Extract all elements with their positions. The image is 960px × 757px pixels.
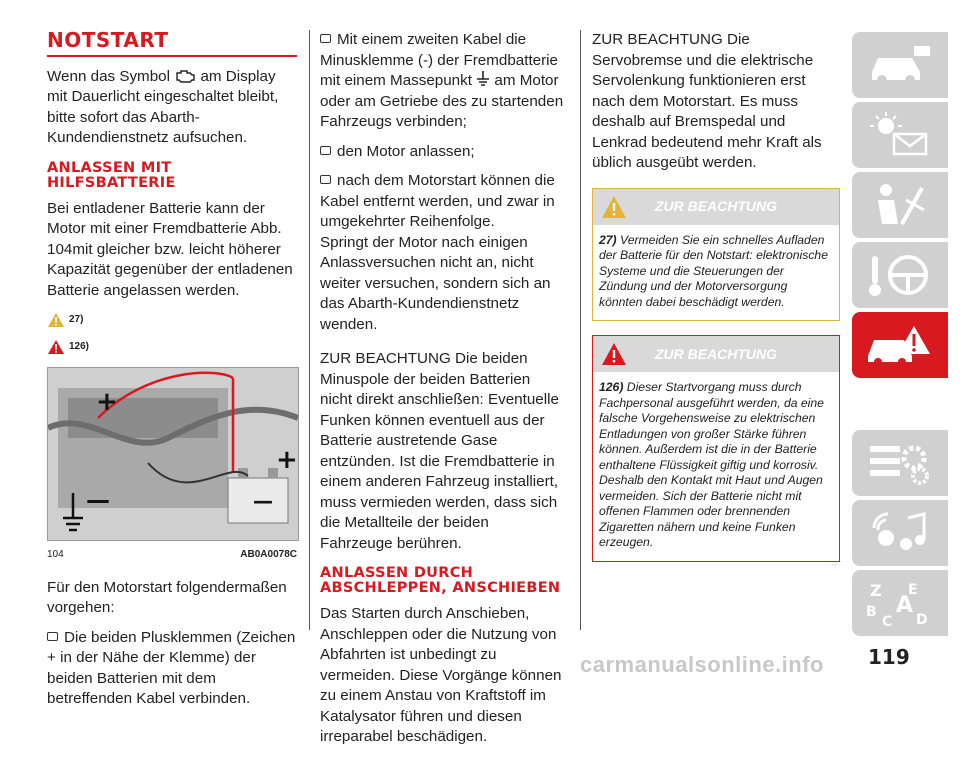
bullet-minus-terminal: Mit einem zweiten Kabel die Minusklemme (-) der Fremdbatterie mit einem Massepunkt am Motor oder am Getriebe des zu startenden Fahrzeugs verbinden; <box>320 31 564 130</box>
maintenance-gears-icon <box>864 438 934 488</box>
side-tab-warning-lights[interactable] <box>852 102 948 168</box>
side-tab-multimedia[interactable] <box>852 500 948 566</box>
side-tab-index[interactable] <box>852 570 948 636</box>
warning-box-body: 126) Dieser Startvorgang muss durch Fachpersonal ausgeführt werden, da eine falsche Vorgehensweise zu elektrischen Entladungen von großer Stärke führen können. Außerdem ist die in der Batterie enthaltene Flüssigkeit giftig und korrosiv. Deshalb den Kontakt mit Haut und Augen vermeiden. Sich der Batterie nicht mit offenen Flammen oder brennenden Zigaretten nähern und keine Funken erzeugen. <box>599 380 824 549</box>
side-tab-safety[interactable] <box>852 172 948 238</box>
column-1 <box>47 30 297 719</box>
svg-text:+: + <box>276 445 298 475</box>
bullet-icon <box>47 632 58 641</box>
side-tab-maintenance[interactable] <box>852 430 948 496</box>
emergency-car-icon <box>864 320 934 370</box>
paragraph-servo: ZUR BEACHTUNG Die Servobremse und die elektrische Servolenkung funktionieren erst nach dem Motorstart. Es muss deshalb auf Bremspedal und Lenkrad bedeutend mehr Kraft als üblich ausgeübt werden. <box>592 31 822 171</box>
paragraph-caution-minus: ZUR BEACHTUNG Die beiden Minuspole der beiden Batterien nicht direkt anschließen: Eventuelle Funken können eventuell aus der Batterie austretende Gase entzünden. Ist die Fremdbatterie in einem anderen Fahrzeug installiert, muss vermieden werden, dass sich die Metallteile der beiden Fahrzeuge berühren. <box>320 350 559 552</box>
paragraph-symbol: Wenn das Symbol am Display mit Dauerlicht eingeschaltet bleibt, bitte sofort das Abarth-Kundendienstnetz aufsuchen. <box>47 67 279 146</box>
engine-fault-icon <box>174 69 196 83</box>
column-divider-2 <box>580 30 581 630</box>
steering-wheel-icon <box>864 250 934 300</box>
bullet-start-engine: den Motor anlassen; <box>320 142 564 163</box>
jumpstart-illustration <box>48 368 298 540</box>
column-divider-1 <box>309 30 310 630</box>
page-number: 119 <box>868 645 910 669</box>
side-tab-dashboard[interactable] <box>852 32 948 98</box>
caution-triangle-icon <box>601 195 627 219</box>
warning-box-header: ZUR BEACHTUNG <box>593 336 839 372</box>
warning-ref-126[interactable]: 126) <box>47 337 297 358</box>
svg-text:A: A <box>896 593 914 618</box>
subsection-title-towing: ANLASSEN DURCH ABSCHLEPPEN, ANSCHIEBEN <box>320 565 561 596</box>
svg-text:—: — <box>86 486 110 514</box>
svg-text:Z: Z <box>870 581 882 600</box>
svg-text:D: D <box>916 612 928 628</box>
paragraph-no-start: Springt der Motor nach einigen Anlassversuchen nicht an, nicht weiter versuchen, sondern sich an das Abarth-Kundendienstnetz wenden. <box>320 233 551 333</box>
caution-box-header: ZUR BEACHTUNG <box>593 189 839 225</box>
bullet-icon <box>320 34 331 43</box>
caution-box-body: 27) Vermeiden Sie ein schnelles Aufladen der Batterie für den Notstart: elektronische Systeme und die Steuerungen der Zündung und der Motorversorgung könnten dabei beschädigt werden. <box>599 232 828 309</box>
danger-triangle-icon <box>601 342 627 366</box>
bullet-remove-cables: nach dem Motorstart können die Kabel entfernt werden, und zwar in umgekehrter Reihenfolge. <box>320 172 555 230</box>
bullet-icon <box>320 175 331 184</box>
caution-triangle-icon <box>47 312 65 328</box>
column-2 <box>320 30 564 757</box>
warning-box-126 <box>592 335 840 562</box>
car-dashboard-icon <box>864 40 934 90</box>
danger-triangle-icon <box>47 339 65 355</box>
svg-text:+: + <box>96 387 118 417</box>
paragraph-towing: Das Starten durch Anschieben, Anschleppen oder die Nutzung von Abfahrten ist unbedingt zu vermeiden. Diese Vorgänge können zu einem Anstau von Kraftstoff im Katalysator führen und diesen irreparabel beschädigen. <box>320 605 562 745</box>
section-title: NOTSTART <box>47 30 297 57</box>
warning-ref-27[interactable]: 27) <box>47 310 297 331</box>
figure-code: AB0A0078C <box>240 549 297 560</box>
index-letters-icon <box>864 578 934 628</box>
side-tab-starting-driving[interactable] <box>852 242 948 308</box>
figure-caption <box>47 545 297 566</box>
figure-jumpstart-battery <box>47 367 299 541</box>
side-tab-emergency[interactable] <box>852 312 948 378</box>
bullet-icon <box>320 146 331 155</box>
svg-text:—: — <box>253 489 273 513</box>
figure-number: 104 <box>47 549 64 560</box>
column-3 <box>592 30 840 576</box>
caution-box-27 <box>592 188 840 322</box>
watermark: carmanualsonline.info <box>580 652 824 677</box>
svg-text:B: B <box>866 604 877 620</box>
paragraph-jumpstart: Bei entladener Batterie kann der Motor mit einer Fremdbatterie Abb. 104mit gleicher bzw. leicht höherer Kapazität gegenüber der entladenen Batterie angelassen werden. <box>47 199 293 299</box>
ground-icon <box>476 71 490 87</box>
warning-lights-icon <box>864 110 934 160</box>
airbag-seatbelt-icon <box>864 180 934 230</box>
subsection-title-jumpstart: ANLASSEN MIT HILFSBATTERIE <box>47 159 176 191</box>
multimedia-icon <box>864 508 934 558</box>
svg-text:C: C <box>882 614 893 628</box>
paragraph-procedure: Für den Motorstart folgendermaßen vorgehen: <box>47 578 287 616</box>
svg-text:E: E <box>908 582 918 598</box>
bullet-plus-terminals: Die beiden Plusklemmen (Zeichen + in der Nähe der Klemme) der beiden Batterien mit dem betreffenden Kabel verbinden. <box>47 628 296 707</box>
